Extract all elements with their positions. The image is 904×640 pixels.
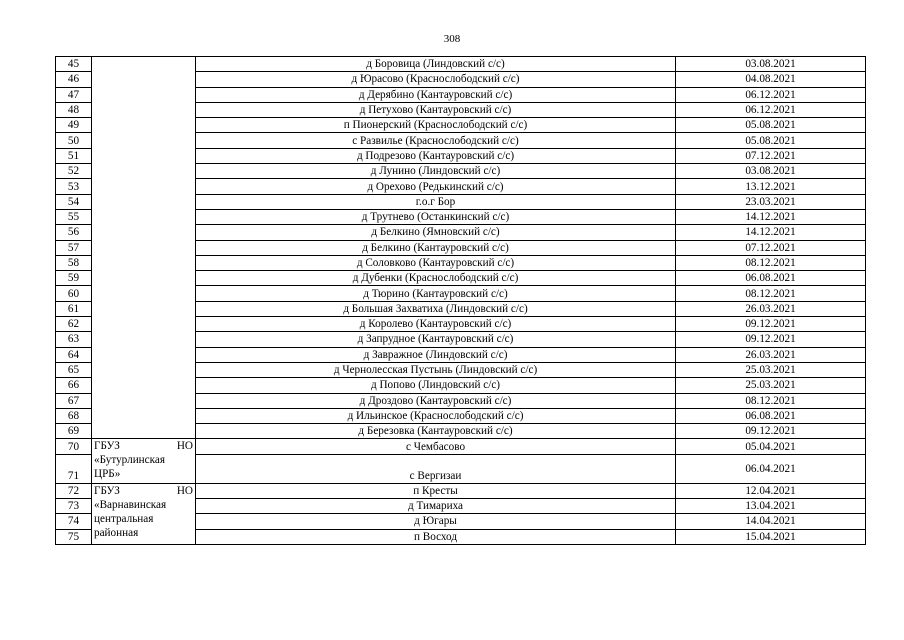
organization-name-line: «Бутурлинская — [94, 454, 166, 467]
row-number: 49 — [56, 118, 92, 133]
page-number: 308 — [443, 33, 461, 45]
vaccination-date: 14.12.2021 — [676, 225, 866, 240]
organization-region: НО — [176, 484, 193, 497]
vaccination-date: 05.04.2021 — [676, 439, 866, 454]
settlement-name: д Тюрино (Кантауровский с/с) — [196, 286, 676, 301]
row-number: 74 — [56, 514, 92, 529]
row-number: 48 — [56, 102, 92, 117]
organization-line — [94, 484, 193, 498]
table-row — [56, 483, 866, 498]
vaccination-date: 03.08.2021 — [676, 164, 866, 179]
organization-cell-empty — [92, 57, 196, 439]
row-number: 57 — [56, 240, 92, 255]
settlement-name: д Белкино (Ямновский с/с) — [196, 225, 676, 240]
row-number: 62 — [56, 317, 92, 332]
vaccination-date: 08.12.2021 — [676, 393, 866, 408]
row-number: 45 — [56, 57, 92, 72]
organization-name-line: центральная — [94, 512, 154, 525]
vaccination-date: 13.04.2021 — [676, 499, 866, 514]
vaccination-date: 06.04.2021 — [676, 454, 866, 483]
row-number: 50 — [56, 133, 92, 148]
vaccination-date: 07.12.2021 — [676, 148, 866, 163]
settlement-name: п Кресты — [196, 483, 676, 498]
vaccination-date: 25.03.2021 — [676, 362, 866, 377]
settlement-name: д Юрасово (Краснослободский с/с) — [196, 72, 676, 87]
vaccination-date: 26.03.2021 — [676, 347, 866, 362]
settlement-name: д Югары — [196, 514, 676, 529]
vaccination-date: 25.03.2021 — [676, 378, 866, 393]
row-number: 70 — [56, 439, 92, 454]
vaccination-date: 23.03.2021 — [676, 194, 866, 209]
organization-prefix: ГБУЗ — [94, 484, 120, 497]
row-number: 64 — [56, 347, 92, 362]
vaccination-date: 14.12.2021 — [676, 209, 866, 224]
organization-name-line: ЦРБ» — [94, 468, 121, 481]
row-number: 68 — [56, 408, 92, 423]
organization-line — [94, 439, 193, 453]
settlement-name: д Тимариха — [196, 499, 676, 514]
row-number: 75 — [56, 529, 92, 544]
settlement-name: г.о.г Бор — [196, 194, 676, 209]
settlement-name: п Восход — [196, 529, 676, 544]
organization-prefix: ГБУЗ — [94, 440, 120, 453]
row-number: 66 — [56, 378, 92, 393]
settlement-name: д Попово (Линдовский с/с) — [196, 378, 676, 393]
row-number: 65 — [56, 362, 92, 377]
settlement-name: д Боровица (Линдовский с/с) — [196, 57, 676, 72]
row-number: 71 — [56, 454, 92, 483]
organization-name-line: районная — [94, 526, 139, 539]
row-number: 67 — [56, 393, 92, 408]
organization-region: НО — [176, 440, 193, 453]
vaccination-date: 09.12.2021 — [676, 317, 866, 332]
settlement-name: с Развилье (Краснослободский с/с) — [196, 133, 676, 148]
vaccination-date: 06.08.2021 — [676, 408, 866, 423]
vaccination-date: 09.12.2021 — [676, 424, 866, 439]
row-number: 56 — [56, 225, 92, 240]
settlement-name: д Березовка (Кантауровский с/с) — [196, 424, 676, 439]
row-number: 73 — [56, 499, 92, 514]
vaccination-date: 15.04.2021 — [676, 529, 866, 544]
row-number: 55 — [56, 209, 92, 224]
row-number: 51 — [56, 148, 92, 163]
vaccination-date: 26.03.2021 — [676, 301, 866, 316]
vaccination-date: 06.12.2021 — [676, 102, 866, 117]
settlement-name: с Чембасово — [196, 439, 676, 454]
settlement-name: п Пионерский (Краснослободский с/с) — [196, 118, 676, 133]
vaccination-date: 06.08.2021 — [676, 271, 866, 286]
vaccination-date: 14.04.2021 — [676, 514, 866, 529]
row-number: 54 — [56, 194, 92, 209]
settlement-name: д Орехово (Редькинский с/с) — [196, 179, 676, 194]
organization-cell-buturlinskaya — [92, 439, 196, 483]
vaccination-date: 06.12.2021 — [676, 87, 866, 102]
organization-cell-varnavinskaya — [92, 483, 196, 544]
vaccination-date: 13.12.2021 — [676, 179, 866, 194]
settlement-name: д Подрезово (Кантауровский с/с) — [196, 148, 676, 163]
vaccination-date: 08.12.2021 — [676, 286, 866, 301]
settlement-name: д Петухово (Кантауровский с/с) — [196, 102, 676, 117]
row-number: 59 — [56, 271, 92, 286]
row-number: 58 — [56, 255, 92, 270]
row-number: 53 — [56, 179, 92, 194]
settlement-name: д Завражное (Линдовский с/с) — [196, 347, 676, 362]
settlements-table — [55, 56, 866, 545]
vaccination-date: 05.08.2021 — [676, 118, 866, 133]
table-row — [56, 57, 866, 72]
settlement-name: д Ильинское (Краснослободский с/с) — [196, 408, 676, 423]
organization-name-line: «Варнавинская — [94, 498, 167, 511]
vaccination-date: 12.04.2021 — [676, 483, 866, 498]
vaccination-date: 07.12.2021 — [676, 240, 866, 255]
settlement-name: д Дроздово (Кантауровский с/с) — [196, 393, 676, 408]
settlement-name: д Соловково (Кантауровский с/с) — [196, 255, 676, 270]
row-number: 52 — [56, 164, 92, 179]
settlement-name: д Трутнево (Останкинский с/с) — [196, 209, 676, 224]
settlement-name: д Белкино (Кантауровский с/с) — [196, 240, 676, 255]
vaccination-date: 05.08.2021 — [676, 133, 866, 148]
settlement-name: д Дерябино (Кантауровский с/с) — [196, 87, 676, 102]
row-number: 60 — [56, 286, 92, 301]
row-number: 69 — [56, 424, 92, 439]
settlement-name: д Запрудное (Кантауровский с/с) — [196, 332, 676, 347]
vaccination-date: 03.08.2021 — [676, 57, 866, 72]
table-row — [56, 439, 866, 454]
row-number: 72 — [56, 483, 92, 498]
vaccination-date: 08.12.2021 — [676, 255, 866, 270]
row-number: 46 — [56, 72, 92, 87]
settlement-name: д Чернолесская Пустынь (Линдовский с/с) — [196, 362, 676, 377]
vaccination-date: 09.12.2021 — [676, 332, 866, 347]
row-number: 47 — [56, 87, 92, 102]
settlement-name: д Дубенки (Краснослободский с/с) — [196, 271, 676, 286]
vaccination-date: 04.08.2021 — [676, 72, 866, 87]
settlement-name: д Лунино (Линдовский с/с) — [196, 164, 676, 179]
row-number: 63 — [56, 332, 92, 347]
settlement-name: д Королево (Кантауровский с/с) — [196, 317, 676, 332]
row-number: 61 — [56, 301, 92, 316]
settlement-name: д Большая Захватиха (Линдовский с/с) — [196, 301, 676, 316]
settlement-name: с Вергизаи — [196, 454, 676, 483]
